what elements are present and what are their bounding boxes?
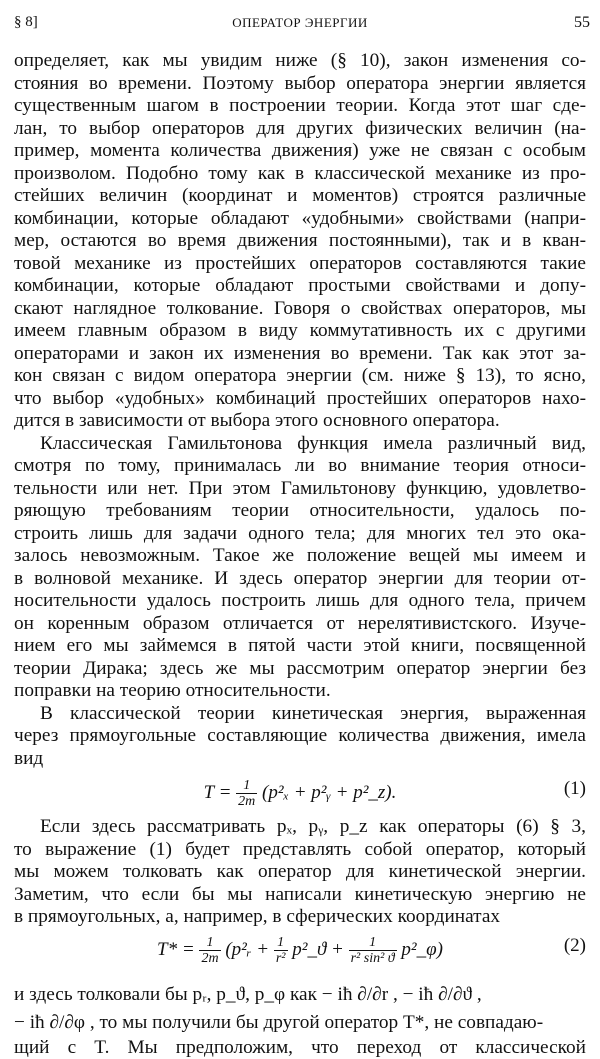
text-line: он коренным образом отличается от нерелятивистского. Изуче- [14, 613, 586, 636]
text-line: определяет, как мы увидим ниже (§ 10), закон изменения со- [14, 50, 586, 73]
text-line: строить лишь для задачи одного тела; для многих тел это ока- [14, 523, 586, 546]
text-line: теории Дирака; здесь же мы рассмотрим оператор энергии без [14, 658, 586, 681]
paragraph-3 [14, 703, 586, 771]
text-line: тельности или нет. При этом Гамильтонову функцию, удовлетво- [14, 478, 586, 501]
text-line: Заметим, что если бы мы написали кинетическую энергию не [14, 884, 586, 907]
text-line: смотря по тому, принималась ли во внимание теория относи- [14, 455, 586, 478]
formula-1-lhs: T = [204, 782, 237, 803]
text-line: стояния во времени. Поэтому выбор оператора энергии является [14, 73, 586, 96]
formula-2-close: p²_φ) [401, 938, 443, 959]
text-line: операторами и закон их изменения во времени. Так как этот за- [14, 343, 586, 366]
text-line: комбинации, которые обладают «удобными» свойствами (напри- [14, 208, 586, 231]
text-line: Если здесь рассматривать pₓ, pᵧ, p_z как операторы (6) § 3, [14, 816, 586, 839]
formula-2-fraction-1 [199, 935, 220, 966]
fraction-numerator: 1 [199, 935, 220, 951]
section-marker: § 8] [14, 14, 38, 31]
fraction-denominator: r² [274, 951, 288, 966]
formula-2-mid: p²_ϑ + [292, 938, 348, 959]
running-title: ОПЕРАТОР ЭНЕРГИИ [0, 15, 600, 31]
text-line: залось невозможным. Такое же положение вещей мы имеем и [14, 545, 586, 568]
text-line: кон связан с видом оператора энергии (см. ниже § 13), то ясно, [14, 365, 586, 388]
text-line: стейших величин (координат и моментов) строятся различные [14, 185, 586, 208]
text-line: то выражение (1) будет представлять собой оператор, который [14, 839, 586, 862]
text-line: В классической теории кинетическая энергия, выраженная [14, 703, 586, 726]
formula-2-fraction-2 [274, 935, 288, 966]
text-line: товой механике из простейших операторов составляются такие [14, 253, 586, 276]
text-line: существенным шагом в построении теории. Когда этот шаг сде- [14, 95, 586, 118]
paragraph-1 [14, 50, 586, 433]
formula-2-number: (2) [564, 935, 586, 958]
text-line: произволом. Подобно тому как в классической механике из про- [14, 163, 586, 186]
text-line: носительности удалось построить лишь для одного тела, причем [14, 590, 586, 613]
text-line: в прямоугольных, а, например, в сферических координатах [14, 906, 586, 929]
paragraph-2 [14, 433, 586, 703]
text-line: щий с T. Мы предположим, что переход от классической [14, 1037, 586, 1059]
text-line: нием его мы займемся в пятой части этой книги, посвященной [14, 635, 586, 658]
text-line: имеем главным образом в виду коммутативность их с другими [14, 320, 586, 343]
formula-1-rhs: (p²ₓ + p²ᵧ + p²_z). [262, 782, 396, 803]
fraction-numerator: 1 [274, 935, 288, 951]
text-line: комбинации, которые обладают простыми свойствами и допу- [14, 275, 586, 298]
page-number: 55 [574, 14, 590, 32]
text-line: мы можем толковать как оператор для кинетической энергии. [14, 861, 586, 884]
running-header [0, 14, 600, 38]
text-line: пример, момента количества движения) уже не связан с особым [14, 140, 586, 163]
text-line: что выбор «удобных» комбинаций простейших операторов нахо- [14, 388, 586, 411]
text-line-math-1: и здесь толковали бы pᵣ, p_ϑ, p_φ как − iħ ∂/∂r , − iħ ∂/∂ϑ , [14, 981, 586, 1009]
fraction-numerator: 1 [349, 935, 397, 951]
text-line: через прямоугольные составляющие количества движения, имела [14, 725, 586, 748]
fraction-denominator: r² sin² ϑ [349, 951, 397, 966]
text-line: дится в зависимости от выбора этого основного оператора. [14, 410, 586, 433]
body-text [14, 50, 586, 1059]
text-line: в волновой механике. И здесь оператор энергии для теории от- [14, 568, 586, 591]
text-line: ряющую требованиям теории относительности, удалось по- [14, 500, 586, 523]
text-line: мер, остаются во время движения постоянными), так и в кван- [14, 230, 586, 253]
formula-2-open: (p²ᵣ + [225, 938, 274, 959]
formula-2-lhs: T* = [157, 938, 199, 959]
formula-1-fraction [236, 778, 257, 809]
formula-2 [14, 929, 586, 981]
text-line: вид [14, 748, 586, 771]
text-line: Классическая Гамильтонова функция имела различный вид, [14, 433, 586, 456]
formula-1-number: (1) [564, 778, 586, 801]
text-line: скают наглядное толкование. Говоря о свойствах операторов, мы [14, 298, 586, 321]
paragraph-5 [14, 981, 586, 1059]
fraction-denominator: 2m [236, 794, 257, 809]
formula-1 [14, 770, 586, 816]
formula-2-fraction-3 [349, 935, 397, 966]
fraction-numerator: 1 [236, 778, 257, 794]
text-line-math-2: − iħ ∂/∂φ , то мы получили бы другой оператор T*, не совпадаю- [14, 1009, 586, 1037]
paragraph-4 [14, 816, 586, 929]
text-line: поправки на теорию относительности. [14, 680, 586, 703]
text-line: лан, то выбор операторов для других физических величин (на- [14, 118, 586, 141]
fraction-denominator: 2m [199, 951, 220, 966]
